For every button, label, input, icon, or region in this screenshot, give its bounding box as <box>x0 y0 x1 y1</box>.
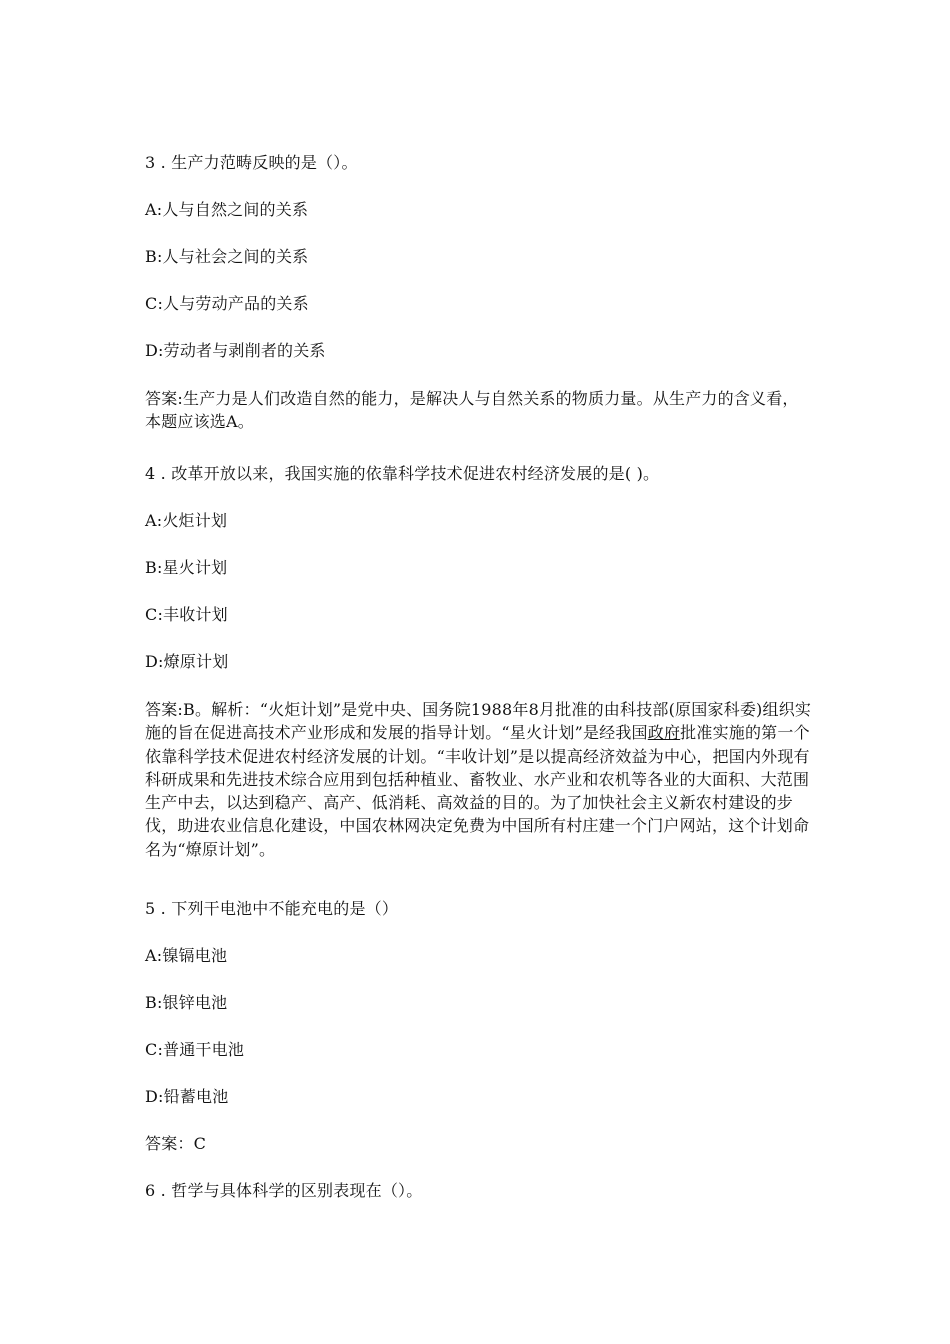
question-4-answer-text-1: 答案:B。解析：“火炬计划”是党中央、国务院1988年8月批准的由科技部(原国家科委)组织实施的旨在促进高技术产业形成和发展的指导计划。“星火计划”是经我国 <box>145 700 812 743</box>
government-link[interactable]: 政府 <box>647 723 681 743</box>
question-4-option-c: C:丰收计划 <box>145 605 228 624</box>
question-3-option-c: C:人与劳动产品的关系 <box>145 294 309 313</box>
question-5-option-a: A:镍镉电池 <box>145 946 228 965</box>
question-3-answer: 答案:生产力是人们改造自然的能力，是解决人与自然关系的物质力量。从生产力的含义看，本题应该选A。 <box>145 389 799 432</box>
question-4-option-a: A:火炬计划 <box>145 511 228 530</box>
question-3-option-a: A:人与自然之间的关系 <box>145 200 309 219</box>
question-5-stem: 5 . 下列干电池中不能充电的是（） <box>145 899 399 918</box>
question-5-option-c: C:普通干电池 <box>145 1040 245 1059</box>
question-5-option-b: B:银锌电池 <box>145 993 228 1012</box>
question-5-answer: 答案：C <box>145 1134 207 1153</box>
question-4-option-b: B:星火计划 <box>145 558 228 577</box>
question-3-stem: 3 . 生产力范畴反映的是（）。 <box>145 153 358 172</box>
question-3-option-b: B:人与社会之间的关系 <box>145 247 309 266</box>
question-4-stem: 4 . 改革开放以来，我国实施的依靠科学技术促进农村经济发展的是( )。 <box>145 464 660 483</box>
question-4-answer <box>145 698 813 861</box>
question-4-option-d: D:燎原计划 <box>145 652 229 671</box>
question-4-answer-text-2: 批准实施的第一个依靠科学技术促进农村经济发展的计划。“丰收计划”是以提高经济效益为中心，把国内外现有科研成果和先进技术综合应用到包括种植业、畜牧业、水产业和农机等各业的大面积、大范围生产中去，以达到稳产、高产、低消耗、高效益的目的。为了加快社会主义新农村建设的步伐，助进农业信息化建设，中国农林网决定免费为中国所有村庄建一个门户网站，这个计划命名为“燎原计划”。 <box>145 723 810 859</box>
question-3-option-d: D:劳动者与剥削者的关系 <box>145 341 326 360</box>
question-6-stem: 6 . 哲学与具体科学的区别表现在（）。 <box>145 1181 423 1200</box>
question-5-option-d: D:铅蓄电池 <box>145 1087 229 1106</box>
